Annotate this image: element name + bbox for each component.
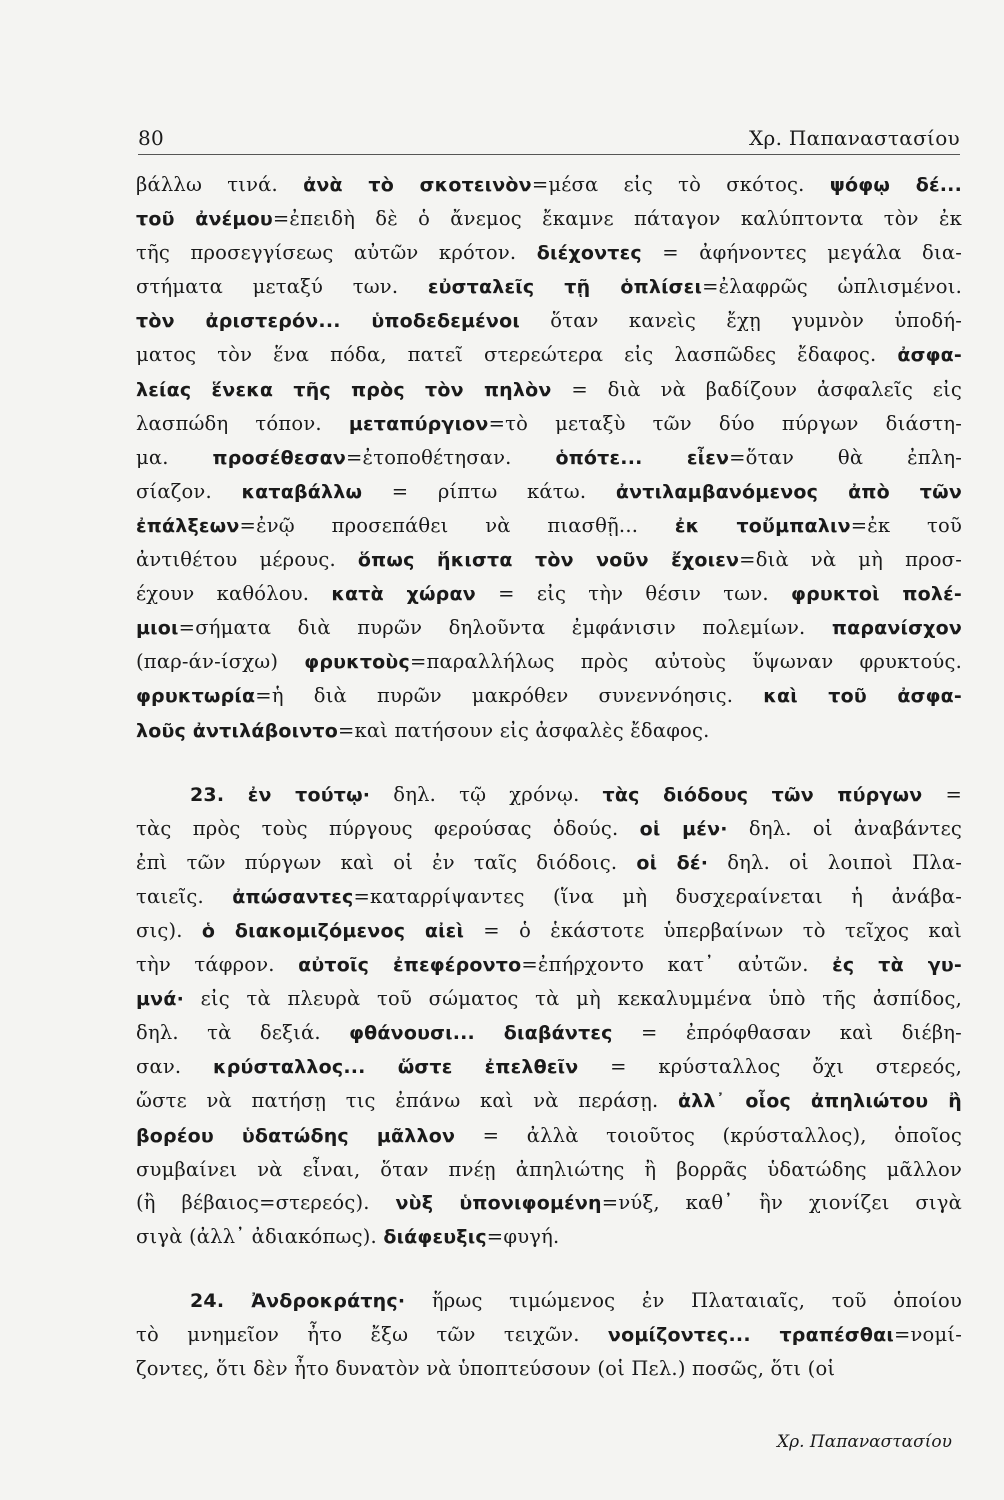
gloss-text: (ἢ βέβαιος=στερεός). (136, 1190, 396, 1214)
gloss-text: ταιεῖς. (136, 884, 233, 908)
bold-lemma: νομίζοντες... τραπέσθαι (607, 1324, 894, 1346)
bold-lemma: λοῦς ἀντιλάβοιντο (136, 719, 338, 742)
gloss-text: = ρίπτω κάτω. (362, 479, 616, 503)
gloss-text: =ἡ διὰ πυρῶν μακρόθεν συνεννόησις. (255, 684, 764, 708)
bold-lemma: οἱ μέν· (639, 817, 728, 840)
text-line (136, 846, 962, 880)
gloss-text: τὰς πρὸς τοὺς πύργους φερούσας ὁδούς. (136, 816, 640, 840)
text-line (136, 475, 962, 509)
bold-lemma: βορέου ὑδατώδης μᾶλλον (136, 1124, 456, 1147)
gloss-text: δηλ. οἱ ἀναβάντες (727, 816, 963, 840)
text-line (136, 509, 962, 543)
text-line (136, 1050, 962, 1084)
text-line (136, 880, 962, 914)
gloss-text: = διὰ νὰ βαδίζουν ἀσφαλεῖς εἰς (551, 377, 962, 401)
gloss-text: = εἰς τὴν θέσιν των. (475, 582, 792, 606)
gloss-text: =τὸ μεταξὺ τῶν δύο πύργων διάστη- (488, 411, 962, 435)
bold-lemma: μιοι (136, 617, 179, 640)
gloss-text: δηλ. οἱ λοιποὶ Πλα- (708, 850, 963, 874)
bold-lemma: κρύσταλλος... ὥστε ἐπελθεῖν (213, 1056, 579, 1079)
bold-lemma: καὶ τοῦ ἀσφα- (763, 685, 962, 708)
gloss-text: τὴν τάφρον. (136, 953, 299, 977)
gloss-text: = ὁ ἑκάστοτε ὑπερβαίνων τὸ τεῖχος καὶ (464, 918, 962, 942)
gloss-text: =μέσα εἰς τὸ σκότος. (531, 173, 830, 196)
bold-lemma: ὁπότε... εἶεν (555, 446, 730, 469)
text-line (136, 1153, 962, 1186)
bold-lemma: ἀλλ᾽ οἷος ἀπηλιώτου ἢ (677, 1090, 962, 1113)
text-line (136, 543, 962, 577)
bold-lemma: μεταπύργιον (348, 412, 489, 435)
bold-lemma: παρανίσχον (831, 617, 962, 640)
gloss-text: λασπώδη τόπον. (136, 411, 349, 435)
text-line (136, 168, 962, 202)
text-line (136, 778, 962, 812)
gloss-text: (παρ-άν-ίσχω) (136, 650, 305, 674)
bold-lemma: ἀντιλαμβανόμενος ἀπὸ τῶν (615, 480, 962, 503)
gloss-text: ζοντες, ὅτι δὲν ἦτο δυνατὸν νὰ ὑποπτεύσουν (οἱ Πελ.) ποσῶς, ὅτι (οἱ (136, 1357, 836, 1381)
bold-lemma: ἀσφα- (897, 344, 962, 367)
gloss-text: δηλ. τῷ χρόνῳ. (370, 782, 603, 806)
bold-lemma: ἐκ τοὔμπαλιν (674, 514, 851, 537)
paragraph (136, 1284, 962, 1385)
gloss-text: =ἐπήρχοντο κατ᾽ αὐτῶν. (521, 953, 833, 977)
text-line (136, 1119, 962, 1153)
bold-lemma: 24. Ἀνδροκράτης· (190, 1289, 406, 1312)
bold-lemma: προσέθεσαν (212, 446, 347, 469)
gloss-text: τῆς προσεγγίσεως αὐτῶν κρότον. (136, 241, 537, 265)
gloss-text: βάλλω τινά. (136, 173, 304, 196)
gloss-text: = κρύσταλλος ὄχι στερεός, (578, 1055, 962, 1079)
gloss-text: =φυγή. (486, 1224, 560, 1248)
gloss-text: = (922, 782, 963, 806)
bold-lemma: τοῦ ἀνέμου (136, 208, 273, 231)
gloss-text: =ὅταν θὰ ἐπλη- (729, 445, 962, 469)
bold-lemma: διάφευξις (383, 1225, 487, 1248)
text-line (136, 645, 962, 679)
gloss-text: = ἐπρόφθασαν καὶ διέβη- (612, 1021, 962, 1045)
gloss-text: σαν. (136, 1055, 214, 1079)
text-line (136, 1016, 962, 1050)
gloss-text: = ἀλλὰ τοιοῦτος (κρύσταλλος), ὁποῖος (455, 1123, 962, 1147)
gloss-text: ὅταν κανεὶς ἔχῃ γυμνὸν ὑποδή- (519, 309, 962, 333)
paragraph-gap (136, 1254, 962, 1284)
gloss-text: ἥρως τιμώμενος ἐν Πλαταιαῖς, τοῦ ὁποίου (405, 1288, 962, 1312)
text-line (136, 1318, 962, 1352)
text-line (136, 202, 962, 236)
text-line (136, 270, 962, 304)
bold-lemma: τὸν ἀριστερόν... ὑποδεδεμένοι (136, 310, 520, 333)
gloss-text: =ἐλαφρῶς ὡπλισμένοι. (702, 275, 962, 299)
text-line (136, 1284, 962, 1318)
paragraph-gap (136, 748, 962, 778)
bold-lemma: διέχοντες (536, 242, 642, 265)
text-line (136, 948, 962, 982)
gloss-text: =καταρρίψαντες (ἵνα μὴ δυσχεραίνεται ἡ ἀνάβα- (353, 884, 962, 908)
text-line (136, 679, 962, 713)
bold-lemma: τὰς διόδους τῶν πύργων (602, 783, 923, 806)
gloss-text: σιγὰ (ἀλλ᾽ ἀδιακόπως). (136, 1224, 384, 1248)
page-header (138, 126, 960, 156)
gloss-text: =ἐνῷ προσεπάθει νὰ πιασθῇ... (239, 513, 675, 537)
text-line (136, 1084, 962, 1118)
running-head-author: Χρ. Παπαναστασίου (749, 126, 960, 150)
text-line (136, 714, 962, 748)
bold-lemma: κατὰ χώραν (331, 583, 476, 606)
bold-lemma: καταβάλλω (241, 480, 363, 503)
text-line (136, 577, 962, 611)
bold-lemma: εὐσταλεῖς τῇ ὁπλίσει (427, 276, 703, 299)
bold-lemma: φθάνουσι... διαβάντες (349, 1022, 613, 1045)
bold-lemma: ψόφῳ δέ... (829, 174, 962, 196)
bold-lemma: νὺξ ὑπονιφομένη (395, 1191, 602, 1214)
text-line (136, 812, 962, 846)
bold-lemma: ἀνὰ τὸ σκοτεινὸν (303, 174, 532, 196)
bold-lemma: ὅπως ἥκιστα τὸν νοῦν ἔχοιεν (357, 549, 740, 572)
gloss-text: σίαζον. (136, 479, 242, 503)
commentary-body (136, 168, 962, 1385)
gloss-text: ματος τὸν ἕνα πόδα, πατεῖ στερεώτερα εἰς λασπῶδες ἔδαφος. (136, 343, 898, 367)
gloss-text: τὸ μνημεῖον ἦτο ἔξω τῶν τειχῶν. (136, 1323, 608, 1346)
text-line (136, 236, 962, 270)
paragraph (136, 168, 962, 748)
gloss-text: =σήματα διὰ πυρῶν δηλοῦντα ἐμφάνισιν πολεμίων. (178, 616, 832, 640)
gloss-text: εἰς τὰ πλευρὰ τοῦ σώματος τὰ μὴ κεκαλυμμένα ὑπὸ τῆς ἀσπίδος, (184, 987, 962, 1011)
gloss-text: =καὶ πατήσουν εἰς ἀσφαλὲς ἔδαφος. (337, 718, 710, 742)
gloss-text: έχουν καθόλου. (136, 582, 332, 606)
text-line (136, 407, 962, 441)
bold-lemma: ἐς τὰ γυ- (832, 954, 962, 977)
bold-lemma: φρυκτοὺς (304, 651, 410, 674)
bold-lemma: φρυκτοὶ πολέ- (791, 583, 962, 606)
text-line (136, 982, 962, 1016)
bold-lemma: αὐτοῖς ἐπεφέροντο (298, 954, 522, 977)
bold-lemma: 23. ἐν τούτῳ· (190, 783, 371, 806)
bold-lemma: ἀπώσαντες (232, 885, 354, 908)
gloss-text: ἀντιθέτου μέρους. (136, 548, 358, 572)
footer-signature: Χρ. Παπαναστασίου (776, 1432, 952, 1452)
gloss-text: =διὰ νὰ μὴ προσ- (739, 548, 962, 572)
gloss-text: στήματα μεταξύ των. (136, 275, 428, 299)
text-line (136, 338, 962, 372)
gloss-text: συμβαίνει νὰ εἶναι, ὅταν πνέῃ ἀπηλιώτης ἢ βορρᾶς ὑδατώδης μᾶλλον (136, 1157, 962, 1181)
bold-lemma: ὁ διακομιζόμενος αἰεὶ (201, 919, 465, 942)
bold-lemma: λείας ἕνεκα τῆς πρὸς τὸν πηλὸν (136, 378, 552, 401)
gloss-text: μα. (136, 445, 213, 469)
header-rule (138, 154, 960, 155)
text-line (136, 304, 962, 338)
gloss-text: ὥστε νὰ πατήσῃ τις ἐπάνω καὶ νὰ περάσῃ. (136, 1089, 678, 1113)
gloss-text: =ἐτοποθέτησαν. (346, 445, 556, 469)
bold-lemma: οἱ δέ· (636, 851, 709, 874)
text-line (136, 373, 962, 407)
bold-lemma: ἐπάλξεων (136, 514, 240, 537)
text-line (136, 441, 962, 475)
bold-lemma: φρυκτωρία (136, 685, 256, 708)
text-line (136, 1186, 962, 1220)
gloss-text: =ἐκ τοῦ (850, 513, 963, 537)
gloss-text: =νύξ, καθ᾽ ἣν χιονίζει σιγὰ (601, 1190, 962, 1214)
gloss-text: σις). (136, 918, 202, 942)
text-line (136, 1220, 962, 1254)
page-number: 80 (138, 126, 165, 150)
gloss-text: = ἀφήνοντες μεγάλα δια- (641, 241, 963, 265)
gloss-text: ἐπὶ τῶν πύργων καὶ οἱ ἐν ταῖς διόδοις. (136, 850, 637, 874)
gloss-text: =παραλλήλως πρὸς αὐτοὺς ὕψωναν φρυκτούς. (409, 650, 962, 674)
gloss-text: =ἐπειδὴ δὲ ὁ ἄνεμος ἔκαμνε πάταγον καλύπτοντα τὸν ἐκ (272, 207, 963, 231)
bold-lemma: μνά· (136, 988, 184, 1011)
text-line (136, 1352, 962, 1385)
text-line (136, 611, 962, 645)
text-line (136, 914, 962, 948)
paragraph (136, 778, 962, 1254)
gloss-text: =νομί- (893, 1323, 962, 1346)
gloss-text: δηλ. τὰ δεξιά. (136, 1021, 350, 1045)
